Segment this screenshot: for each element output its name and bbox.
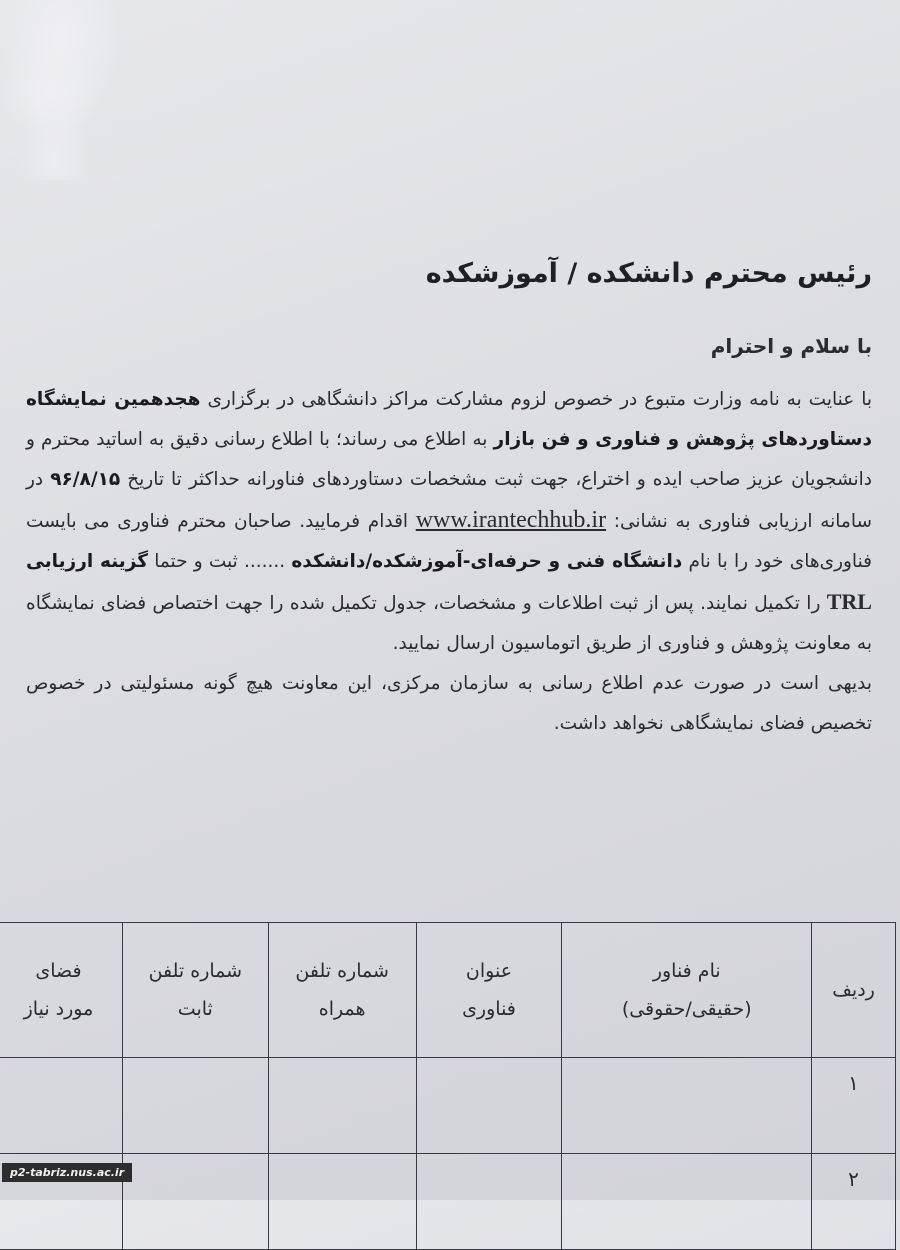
table-header-row	[0, 923, 896, 1058]
row-number: ۱	[812, 1058, 896, 1154]
cell-mobile-number[interactable]	[268, 1058, 416, 1154]
text-run: در سامانه ارزیابی فناوری به نشانی:	[26, 469, 872, 532]
letter-body	[26, 380, 872, 744]
cell-technology-title[interactable]	[416, 1154, 562, 1250]
col-row-number: ردیف	[812, 923, 896, 1058]
text-run: به اطلاع می رساند؛ با اطلاع رسانی دقیق به اساتید محترم و دانشجویان عزیز صاحب ایده و اختراع، جهت ثبت مشخصات دستاوردهای فناورانه حداکثر تا تاریخ	[26, 429, 872, 490]
text-run: ....... ثبت و حتما	[154, 551, 286, 572]
text-run: با عنایت به نامه وزارت متبوع در خصوص لزوم مشارکت مراکز دانشگاهی در برگزاری	[207, 389, 872, 410]
evaluation-option: گزینه ارزیابی	[26, 551, 148, 572]
col-landline-number: شماره تلفن ثابت	[122, 923, 268, 1058]
site-watermark-badge: p2-tabriz.nus.ac.ir	[2, 1163, 132, 1182]
text-run: اقدام فرمایید. صاحبان محترم فناوری می بایست فناوری‌های خود را با نام	[26, 511, 872, 572]
table-row	[0, 1058, 896, 1154]
trl-label: TRL	[826, 589, 872, 614]
paragraph-2: بدیهی است در صورت عدم اطلاع رسانی به سازمان مرکزی، این معاونت هیچ گونه مسئولیتی در خصوص تخصیص فضای نمایشگاهی نخواهد داشت.	[26, 673, 872, 734]
col-required-space: فضای مورد نیاز	[0, 923, 122, 1058]
deadline-date: ۹۶/۸/۱۵	[50, 469, 121, 490]
cell-landline-number[interactable]	[122, 1058, 268, 1154]
paragraph-1	[26, 380, 872, 664]
portal-url[interactable]: www.irantechhub.ir	[415, 507, 607, 533]
cell-technologist-name[interactable]	[562, 1058, 812, 1154]
cell-technology-title[interactable]	[416, 1058, 562, 1154]
university-name: دانشگاه فنی و حرفه‌ای-آموزشکده/دانشکده	[291, 551, 683, 572]
cell-required-space[interactable]	[0, 1058, 122, 1154]
addressee-heading: رئیس محترم دانشکده / آموزشکده	[425, 258, 872, 289]
row-number: ۲	[812, 1154, 896, 1250]
cell-landline-number[interactable]	[122, 1154, 268, 1250]
col-technologist-name: نام فناور (حقیقی/حقوقی)	[562, 923, 812, 1058]
greeting: با سلام و احترام	[710, 334, 872, 358]
col-technology-title: عنوان فناوری	[416, 923, 562, 1058]
text-run: را تکمیل نمایند. پس از ثبت اطلاعات و مشخصات، جدول تکمیل شده را جهت اختصاص فضای نمایشگاه به معاونت پژوهش و فناوری از طریق اتوماسیون ارسال نمایید.	[26, 593, 872, 654]
table-row	[0, 1154, 896, 1250]
cell-technologist-name[interactable]	[562, 1154, 812, 1250]
col-mobile-number: شماره تلفن همراه	[268, 923, 416, 1058]
cell-mobile-number[interactable]	[268, 1154, 416, 1250]
exhibition-name: هجدهمین نمایشگاه دستاوردهای پژوهش و فناوری و فن بازار	[26, 389, 872, 450]
registration-table	[0, 922, 896, 1250]
